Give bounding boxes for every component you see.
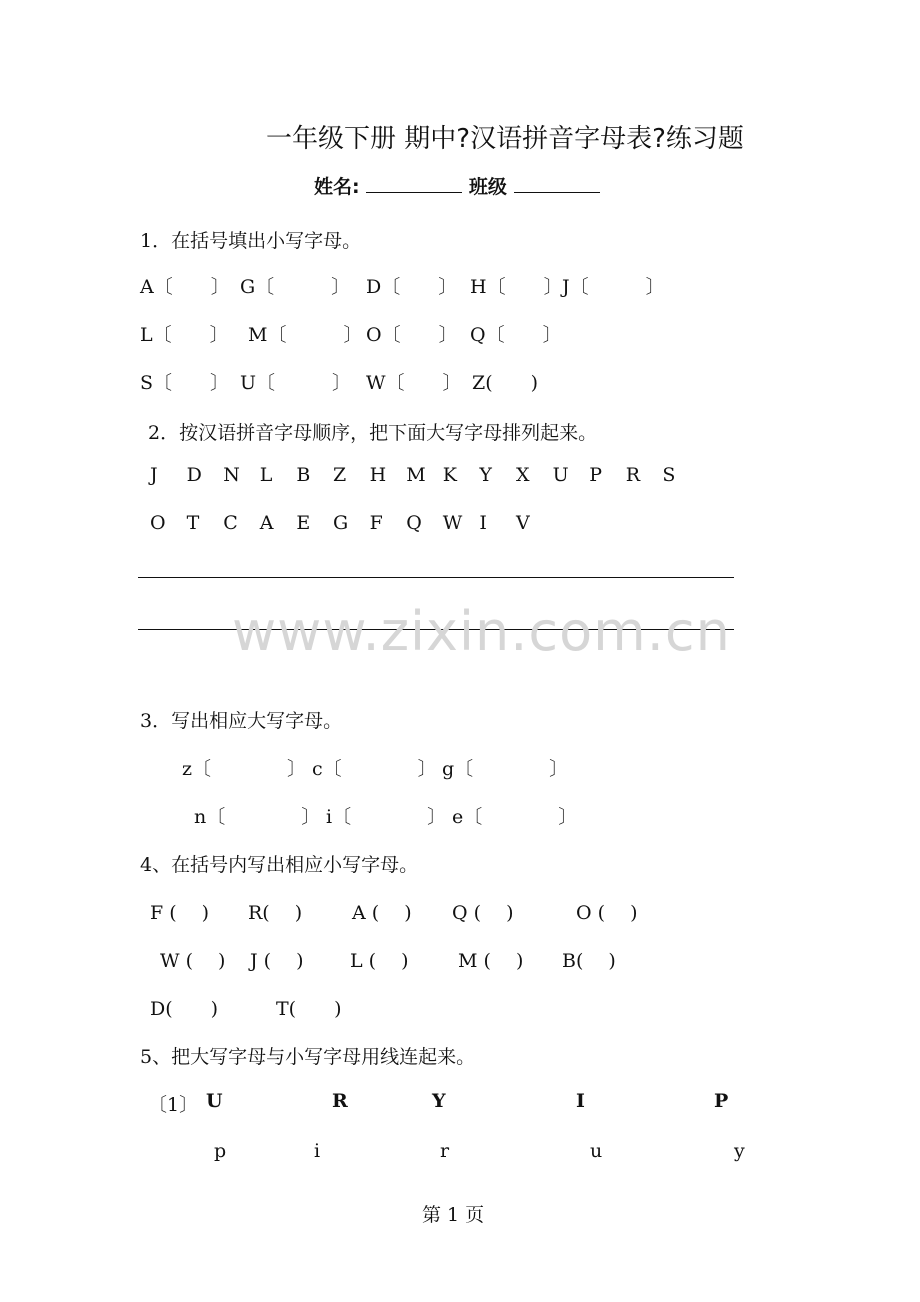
q3-item: z〔 〕 [182, 758, 307, 780]
q2-letter: W [442, 512, 463, 534]
q4-item: Q ( ) [452, 902, 514, 924]
q1-item: H〔 〕 [470, 276, 563, 298]
q1-item: U〔 〕 [240, 372, 352, 394]
q4-item: T( ) [276, 998, 342, 1020]
q2-letter: U [552, 464, 569, 486]
q1-item: Q〔 〕 [470, 324, 562, 346]
q5-lower-letter: i [314, 1140, 321, 1162]
name-blank [366, 176, 462, 193]
q5-upper-letter: U [206, 1090, 223, 1112]
q2-letter: D [186, 464, 202, 486]
q1-item: G〔 〕 [240, 276, 351, 298]
q2-letter: O [150, 512, 166, 534]
q5-label: 〔1〕 [148, 1094, 199, 1116]
q2-letter: V [516, 512, 530, 534]
q3-prompt: 3．写出相应大写字母。 [140, 710, 343, 732]
q1-item: M〔 〕 [248, 324, 363, 346]
q3-item: i〔 〕 [326, 806, 447, 828]
q2-letter: Z [333, 464, 347, 486]
q2-letter: L [259, 464, 273, 486]
q1-prompt: 1．在括号填出小写字母。 [140, 230, 362, 252]
q2-letter: K [442, 464, 457, 486]
page-title: 一年级下册 期中?汉语拼音字母表?练习题 [266, 124, 744, 154]
q3-item: c〔 〕 [312, 758, 437, 780]
q2-letter: G [333, 512, 349, 534]
q2-prompt: 2．按汉语拼音字母顺序，把下面大写字母排列起来。 [148, 422, 598, 444]
q2-letter: M [406, 464, 426, 486]
q1-item: D〔 〕 [366, 276, 458, 298]
page-number: 第 1 页 [422, 1204, 485, 1226]
q2-letter: J [150, 464, 158, 486]
q2-letter: E [296, 512, 311, 534]
q4-item: R( ) [248, 902, 303, 924]
class-label: 班级 [468, 176, 507, 198]
q2-letter: X [516, 464, 530, 486]
q4-item: F ( ) [150, 902, 210, 924]
q2-letter: B [296, 464, 311, 486]
q2-letter: H [369, 464, 387, 486]
q3-item: e〔 〕 [452, 806, 578, 828]
q2-letter: C [223, 512, 238, 534]
q5-lower-letter: y [734, 1140, 745, 1162]
q5-lower-letter: u [590, 1140, 603, 1162]
q3-item: g〔 〕 [442, 758, 569, 780]
q2-letter: R [625, 464, 641, 486]
q1-item: O〔 〕 [366, 324, 458, 346]
q1-item: L〔 〕 [140, 324, 229, 346]
q4-item: M ( ) [458, 950, 524, 972]
name-label: 姓名: [314, 176, 360, 198]
q2-letter: F [369, 512, 383, 534]
q4-item: O ( ) [576, 902, 638, 924]
q1-item: A〔 〕 [140, 276, 230, 298]
q2-letter: T [186, 512, 200, 534]
q1-item: Z( ) [472, 372, 539, 394]
q5-upper-letter: P [714, 1090, 729, 1112]
q2-letter: Y [479, 464, 492, 486]
q2-letter: A [259, 512, 274, 534]
q4-item: W ( ) [160, 950, 226, 972]
q4-item: A ( ) [352, 902, 412, 924]
q2-letter: N [223, 464, 240, 486]
q5-prompt: 5、把大写字母与小写字母用线连起来。 [140, 1046, 476, 1068]
q4-item: B( ) [562, 950, 616, 972]
q1-item: J〔 〕 [562, 276, 665, 298]
q1-item: W〔 〕 [366, 372, 462, 394]
q4-prompt: 4、在括号内写出相应小写字母。 [140, 854, 419, 876]
q2-letter: Q [406, 512, 422, 534]
q4-item: L ( ) [350, 950, 409, 972]
q3-item: n〔 〕 [194, 806, 321, 828]
q2-letter: I [479, 512, 487, 534]
q2-letter: P [589, 464, 602, 486]
name-class-row [314, 172, 600, 199]
q4-item: D( ) [150, 998, 219, 1020]
answer-line [138, 577, 734, 578]
q5-upper-letter: I [576, 1090, 585, 1112]
q1-item: S〔 〕 [140, 372, 230, 394]
watermark: www.zixin.com.cn [232, 600, 731, 663]
q5-lower-letter: r [440, 1140, 450, 1162]
q5-lower-letter: p [214, 1140, 227, 1162]
class-blank [514, 176, 600, 193]
q2-letter: S [662, 464, 676, 486]
q5-upper-letter: Y [432, 1090, 446, 1112]
q5-upper-letter: R [332, 1090, 348, 1112]
q4-item: J ( ) [250, 950, 304, 972]
